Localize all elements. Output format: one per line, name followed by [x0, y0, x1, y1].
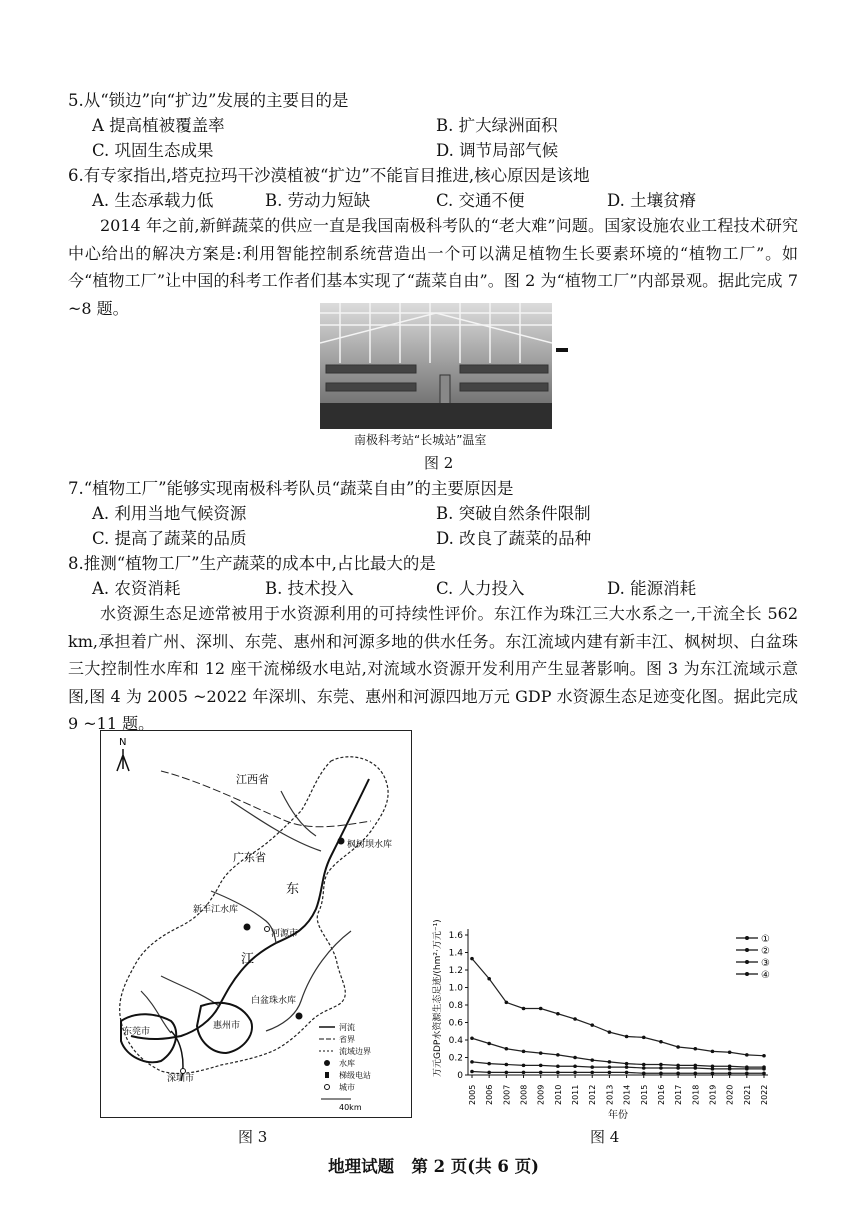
series-4-point — [470, 957, 474, 961]
map-legend — [319, 1022, 371, 1112]
reservoir-xinfengjiang — [244, 924, 251, 931]
label-jiangxi: 江西省 — [236, 773, 269, 786]
series-3-point — [711, 1064, 715, 1068]
x-tick-label: 2010 — [553, 1084, 563, 1105]
x-tick-label: 2018 — [691, 1084, 701, 1105]
water-footprint-chart — [428, 910, 788, 1120]
x-tick-label: 2008 — [519, 1084, 529, 1105]
series-1-point — [693, 1071, 697, 1075]
series-1-point — [522, 1071, 526, 1075]
series-3-point — [470, 1036, 474, 1040]
series-3-point — [556, 1053, 560, 1057]
q6-option-d: D. 土壤贫瘠 — [607, 191, 697, 210]
series-1-point — [659, 1071, 663, 1075]
q8-option-a: A. 农资消耗 — [92, 579, 181, 598]
series-3-point — [693, 1064, 697, 1068]
legend-reservoir: 水库 — [339, 1059, 355, 1068]
series-1-point — [590, 1071, 594, 1075]
x-tick-label: 2009 — [536, 1084, 546, 1105]
y-tick-label: 1.0 — [448, 983, 463, 994]
series-3-point — [762, 1065, 766, 1069]
legend-river: 河流 — [339, 1023, 355, 1032]
series-3-point — [745, 1065, 749, 1069]
q7-option-c: C. 提高了蔬菜的品质 — [92, 529, 247, 548]
series-4-point — [745, 1053, 749, 1057]
series-1-point — [539, 1071, 543, 1075]
series-1-point — [625, 1071, 629, 1075]
series-4-point — [676, 1045, 680, 1049]
q5-option-a: A 提高植被覆盖率 — [92, 116, 225, 135]
city-heyuan — [265, 927, 270, 932]
series-line-4 — [472, 959, 764, 1056]
series-2-point — [573, 1064, 577, 1068]
series-2-point — [505, 1063, 509, 1067]
label-shenzhen: 深圳市 — [167, 1074, 195, 1084]
series-3-point — [590, 1058, 594, 1062]
city-shenzhen — [181, 1069, 186, 1074]
legend-label-4: ④ — [761, 970, 770, 981]
label-jiang: 江 — [241, 952, 255, 967]
q8-option-b: B. 技术投入 — [265, 579, 354, 598]
figure-3-label: 图 3 — [238, 1128, 268, 1146]
legend-city: 城市 — [339, 1083, 355, 1092]
north-label: N — [119, 737, 127, 748]
figure-2-label: 图 2 — [424, 454, 454, 472]
y-tick-label: 1.6 — [448, 931, 463, 941]
x-tick-label: 2005 — [468, 1084, 477, 1105]
x-tick-label: 2017 — [674, 1084, 684, 1105]
series-3-point — [522, 1050, 526, 1054]
series-4-point — [522, 1007, 526, 1011]
label-huizhou: 惠州市 — [213, 1021, 241, 1031]
series-3-point — [539, 1051, 543, 1055]
reservoir-baipenzhu — [296, 1013, 303, 1020]
series-2-point — [659, 1066, 663, 1070]
legend-marker-3 — [745, 960, 749, 964]
figure-4-label: 图 4 — [590, 1128, 620, 1146]
x-tick-label: 2016 — [656, 1084, 666, 1105]
series-3-point — [487, 1042, 491, 1046]
x-tick-label: 2014 — [622, 1084, 632, 1105]
q7-option-b: B. 突破自然条件限制 — [436, 504, 591, 523]
legend-province-border: 省界 — [339, 1035, 355, 1044]
series-4-point — [608, 1030, 612, 1034]
legend-hydropower: 梯级电站 — [339, 1071, 371, 1080]
series-2-point — [642, 1066, 646, 1070]
series-2-point — [590, 1065, 594, 1069]
legend-label-1: ① — [761, 934, 770, 945]
series-4-point — [573, 1017, 577, 1021]
reservoir-fengshuba — [338, 838, 345, 845]
y-tick-label: 0.8 — [448, 1001, 463, 1011]
series-4-point — [659, 1040, 663, 1044]
passage-dongjiang: 水资源生态足迹常被用于水资源利用的可持续性评价。东江作为珠江三大水系之一,干流全长 562 km,承担着广州、深圳、东莞、惠州和河源多地的供水任务。东江流域内建有新丰江、枫树坝、白盆珠三大控制性水库和 12 座干流梯级水电站,对流域水资源开发利用产生显著影响。图 3 为东江流域示意图,图 4 为 2005 ~2022 年深圳、东莞、惠州和河源四地万元 GDP 水资源生态足迹变化图。据此完成 9 ~11 题。 — [68, 604, 798, 733]
series-2-point — [487, 1062, 491, 1066]
label-guangdong: 广东省 — [233, 851, 266, 864]
series-4-point — [625, 1035, 629, 1039]
y-tick-label: 0 — [457, 1071, 463, 1081]
q7-option-a: A. 利用当地气候资源 — [92, 504, 247, 523]
series-1-point — [505, 1071, 509, 1075]
series-3-point — [659, 1063, 663, 1067]
series-3-point — [505, 1047, 509, 1051]
series-4-point — [693, 1047, 697, 1051]
label-baipenzhu: 白盆珠水库 — [251, 996, 297, 1006]
q5-option-b: B. 扩大绿洲面积 — [436, 116, 558, 135]
x-tick-label: 2020 — [725, 1084, 735, 1105]
q7-option-d: D. 改良了蔬菜的品种 — [436, 529, 592, 548]
series-3-point — [642, 1063, 646, 1067]
series-1-point — [556, 1071, 560, 1075]
x-tick-label: 2012 — [588, 1084, 598, 1105]
y-tick-label: 1.4 — [448, 948, 463, 959]
greenhouse-photo — [320, 303, 552, 429]
page-footer: 地理试题 第 2 页(共 6 页) — [328, 1157, 539, 1176]
series-2-point — [539, 1064, 543, 1068]
q8-option-c: C. 人力投入 — [436, 579, 525, 598]
q8-stem: 8.推测“植物工厂”生产蔬菜的成本中,占比最大的是 — [68, 554, 436, 573]
series-4-point — [642, 1036, 646, 1040]
series-2-point — [556, 1064, 560, 1068]
series-2-point — [608, 1065, 612, 1069]
passage-plant-factory: 2014 年之前,新鲜蔬菜的供应一直是我国南极科考队的“老大难”问题。国家设施农业工程技术研究中心给出的解决方案是:利用智能控制系统营造出一个可以满足植物生长要素环境的“植物工厂”。如今“植物工厂”让中国的科考工作者们基本实现了“蔬菜自由”。图 2 为“植物工厂”内部景观。据此完成 7 ~8 题。 — [68, 216, 798, 318]
series-4-point — [539, 1007, 543, 1011]
y-tick-label: 0.4 — [448, 1036, 463, 1046]
legend-label-2: ② — [761, 946, 770, 957]
y-tick-label: 0.6 — [448, 1018, 463, 1029]
legend-marker-1 — [745, 936, 749, 940]
y-axis-title: 万元GDP水资源生态足迹/(hm²·万元⁻¹) — [433, 919, 443, 1077]
series-1-point — [470, 1070, 474, 1074]
x-tick-label: 2021 — [742, 1084, 752, 1105]
label-xinfengjiang: 新丰江水库 — [193, 905, 239, 915]
q6-option-a: A. 生态承载力低 — [92, 191, 214, 210]
series-3-point — [608, 1060, 612, 1064]
x-axis-title: 年份 — [608, 1110, 628, 1120]
q6-option-c: C. 交通不便 — [436, 191, 525, 210]
series-4-point — [556, 1012, 560, 1016]
x-tick-label: 2019 — [708, 1084, 718, 1105]
q7-stem: 7.“植物工厂”能够实现南极科考队员“蔬菜自由”的主要原因是 — [68, 479, 514, 498]
series-2-point — [625, 1065, 629, 1069]
legend-basin-boundary: 流域边界 — [339, 1047, 371, 1056]
series-2-point — [522, 1064, 526, 1068]
series-3-point — [676, 1064, 680, 1068]
legend-label-3: ③ — [761, 958, 770, 969]
x-tick-label: 2015 — [639, 1084, 649, 1105]
x-tick-label: 2022 — [760, 1084, 769, 1105]
q6-option-b: B. 劳动力短缺 — [265, 191, 371, 210]
series-line-1 — [472, 1072, 764, 1074]
series-4-point — [728, 1050, 732, 1054]
series-1-point — [745, 1071, 749, 1075]
photo-caption: 南极科考站“长城站”温室 — [354, 433, 487, 447]
series-1-point — [573, 1071, 577, 1075]
series-line-3 — [472, 1038, 764, 1067]
series-4-point — [762, 1054, 766, 1058]
series-1-point — [676, 1071, 680, 1075]
series-1-point — [608, 1071, 612, 1075]
x-tick-label: 2011 — [571, 1084, 581, 1105]
series-1-point — [711, 1071, 715, 1075]
q5-option-c: C. 巩固生态成果 — [92, 141, 214, 160]
q5-option-d: D. 调节局部气候 — [436, 141, 559, 160]
series-3-point — [728, 1064, 732, 1068]
dongjiang-basin-map — [100, 730, 412, 1118]
y-tick-label: 1.2 — [448, 966, 463, 976]
series-2-point — [470, 1060, 474, 1064]
series-1-point — [642, 1071, 646, 1075]
series-3-point — [625, 1062, 629, 1066]
series-3-point — [573, 1056, 577, 1060]
q6-stem: 6.有专家指出,塔克拉玛干沙漠植被“扩边”不能盲目推进,核心原因是该地 — [68, 166, 590, 185]
x-tick-label: 2007 — [502, 1084, 512, 1105]
map-scale: 40km — [339, 1103, 362, 1112]
photo-marker — [556, 348, 568, 352]
y-tick-label: 0.2 — [448, 1053, 463, 1064]
label-fengshuba: 枫树坝水库 — [347, 840, 393, 850]
q5-stem: 5.从“锁边”向“扩边”发展的主要目的是 — [68, 91, 349, 110]
series-4-point — [590, 1023, 594, 1027]
series-4-point — [505, 1001, 509, 1005]
label-dong: 东 — [286, 882, 300, 897]
q8-option-d: D. 能源消耗 — [607, 579, 697, 598]
legend-marker-2 — [745, 948, 749, 952]
series-4-point — [711, 1050, 715, 1054]
series-4-point — [487, 977, 491, 981]
series-1-point — [728, 1071, 732, 1075]
series-1-point — [487, 1071, 491, 1075]
label-heyuan: 河源市 — [271, 929, 299, 939]
x-tick-label: 2013 — [605, 1084, 615, 1105]
label-dongguan: 东莞市 — [123, 1027, 151, 1037]
legend-marker-4 — [745, 972, 749, 976]
series-1-point — [762, 1071, 766, 1075]
x-tick-label: 2006 — [485, 1084, 495, 1105]
